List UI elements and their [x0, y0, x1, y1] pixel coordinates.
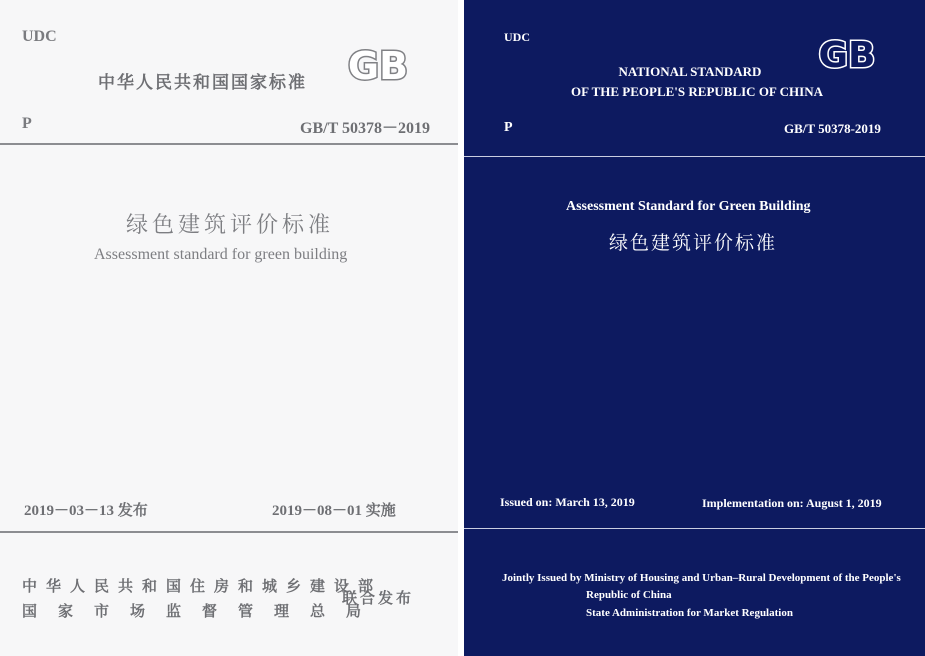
title-english: Assessment standard for green building [94, 246, 348, 263]
chinese-cover [0, 0, 458, 656]
joint-release-label: 联合发布 [342, 589, 415, 607]
title-chinese: 绿色建筑评价标准 [609, 232, 778, 254]
issuer-ministry: 中华人民共和国住房和城乡建设部 [22, 577, 383, 595]
udc-label: UDC [22, 28, 57, 45]
standard-code: GB/T 50378-2019 [784, 121, 881, 136]
gb-logo [810, 34, 884, 74]
bottom-rule [0, 531, 458, 533]
category-label: P [22, 115, 32, 132]
top-rule [464, 156, 925, 157]
issuer-samr: 国家市场监督管理总局 [22, 602, 383, 620]
english-cover [464, 0, 925, 656]
national-standard-heading: NATIONAL STANDARD [618, 64, 762, 79]
implementation-date: Implementation on: August 1, 2019 [702, 496, 882, 510]
gb-logo-text: GB [347, 46, 409, 86]
jointly-issued-continuation: Republic of China [586, 589, 672, 601]
udc-label: UDC [504, 30, 530, 44]
national-standard-heading: 中华人民共和国国家标准 [98, 73, 307, 93]
top-rule [0, 143, 458, 145]
issue-date: 2019－03－13 发布 [24, 503, 148, 519]
gb-logo [338, 46, 418, 86]
standard-code: GB/T 50378－2019 [300, 120, 430, 137]
jointly-issued-line: Jointly Issued by Ministry of Housing and Urban–Rural Development of the People's [502, 572, 901, 584]
gb-logo-text: GB [818, 35, 876, 74]
republic-heading: OF THE PEOPLE'S REPUBLIC OF CHINA [571, 84, 823, 99]
title-chinese: 绿色建筑评价标准 [126, 213, 335, 238]
category-label: P [504, 120, 513, 135]
issuer-samr: State Administration for Market Regulation [586, 607, 793, 619]
implementation-date: 2019－08－01 实施 [272, 503, 396, 519]
bottom-rule [464, 528, 925, 529]
title-english: Assessment Standard for Green Building [566, 199, 811, 214]
issue-date: Issued on: March 13, 2019 [500, 495, 635, 509]
